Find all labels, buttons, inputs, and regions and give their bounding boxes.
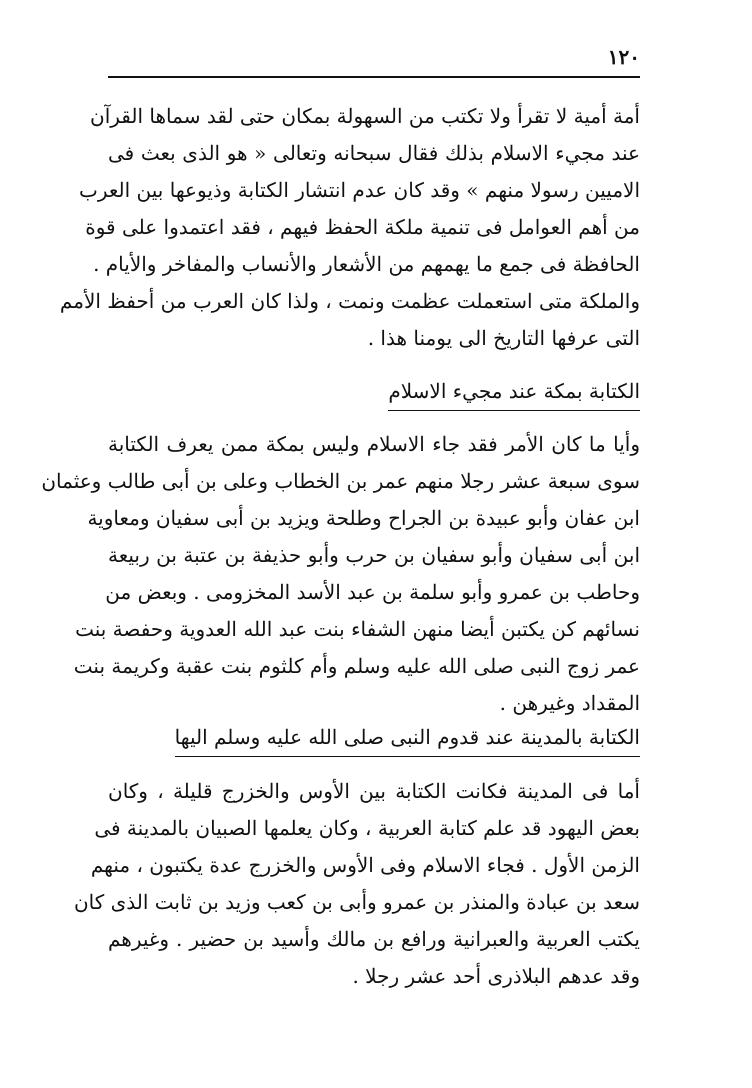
text-line: المقداد وغيرهن . <box>499 691 640 715</box>
text-line: وأيا ما كان الأمر فقد جاء الاسلام وليس بمكة ممن يعرف الكتابة <box>108 432 640 456</box>
header-rule <box>108 76 640 78</box>
text-line: عند مجيء الاسلام بذلك فقال سبحانه وتعالى « هو الذى بعث فى <box>108 141 640 165</box>
text-line: يكتب العربية والعبرانية ورافع بن مالك وأسيد بن حضير . وغيرهم <box>108 927 640 951</box>
text-line: الاميين رسولا منهم » وقد كان عدم انتشار الكتابة وذيوعها بين العرب <box>79 178 640 202</box>
text-line: نسائهم كن يكتبن أيضا منهن الشفاء بنت عبد الله العدوية وحفصة بنت <box>75 617 640 641</box>
page-number: ١٢٠ <box>607 45 640 69</box>
text-line: من أهم العوامل فى تنمية ملكة الحفظ فيهم ، فقد اعتمدوا على قوة <box>85 215 640 239</box>
text-line: وقد عدهم البلاذرى أحد عشر رجلا . <box>352 964 640 988</box>
text-line: سعد بن عبادة والمنذر بن عمرو وأبى بن كعب وزيد بن ثابت الذى كان <box>73 890 640 914</box>
book-page <box>41 40 640 1040</box>
text-line: والملكة متى استعملت عظمت ونمت ، ولذا كان العرب من أحفظ الأمم <box>59 289 640 313</box>
heading-underline <box>175 756 640 757</box>
text-line: سوى سبعة عشر رجلا منهم عمر بن الخطاب وعلى بن أبى طالب وعثمان <box>41 469 640 493</box>
heading-underline <box>388 410 640 411</box>
text-line: التى عرفها التاريخ الى يومنا هذا . <box>367 326 640 350</box>
paragraph-2 <box>41 426 640 722</box>
text-line: أما فى المدينة فكانت الكتابة بين الأوس والخزرج قليلة ، وكان <box>108 779 640 803</box>
text-line: أمة أمية لا تقرأ ولا تكتب من السهولة بمكان حتى لقد سماها القرآن <box>90 104 640 128</box>
text-line: وحاطب بن عمرو وأبو سلمة بن عبد الأسد المخزومى . وبعض من <box>105 580 640 604</box>
text-line: بعض اليهود قد علم كتابة العربية ، وكان يعلمها الصبيان بالمدينة فى <box>94 816 640 840</box>
paragraph-1 <box>59 98 640 357</box>
section-heading-mecca <box>388 374 640 413</box>
text-line: ابن عفان وأبو عبيدة بن الجراح وطلحة ويزيد بن أبى سفيان ومعاوية <box>87 506 640 530</box>
text-line: الزمن الأول . فجاء الاسلام وفى الأوس والخزرج عدة يكتبون ، منهم <box>90 853 640 877</box>
section-heading-text: الكتابة بالمدينة عند قدوم النبى صلى الله عليه وسلم اليها <box>174 725 640 749</box>
section-heading-medina <box>175 720 640 759</box>
text-line: ابن أبى سفيان وأبو سفيان بن حرب وأبو حذيفة بن عتبة بن ربيعة <box>108 543 640 567</box>
text-line: عمر زوج النبى صلى الله عليه وسلم وأم كلثوم بنت عقبة وكريمة بنت <box>73 654 640 678</box>
section-heading-text: الكتابة بمكة عند مجيء الاسلام <box>388 379 640 403</box>
text-line: الحافظة فى جمع ما يهمهم من الأشعار والأنساب والمفاخر والأيام . <box>93 252 640 276</box>
paragraph-3 <box>73 773 640 995</box>
